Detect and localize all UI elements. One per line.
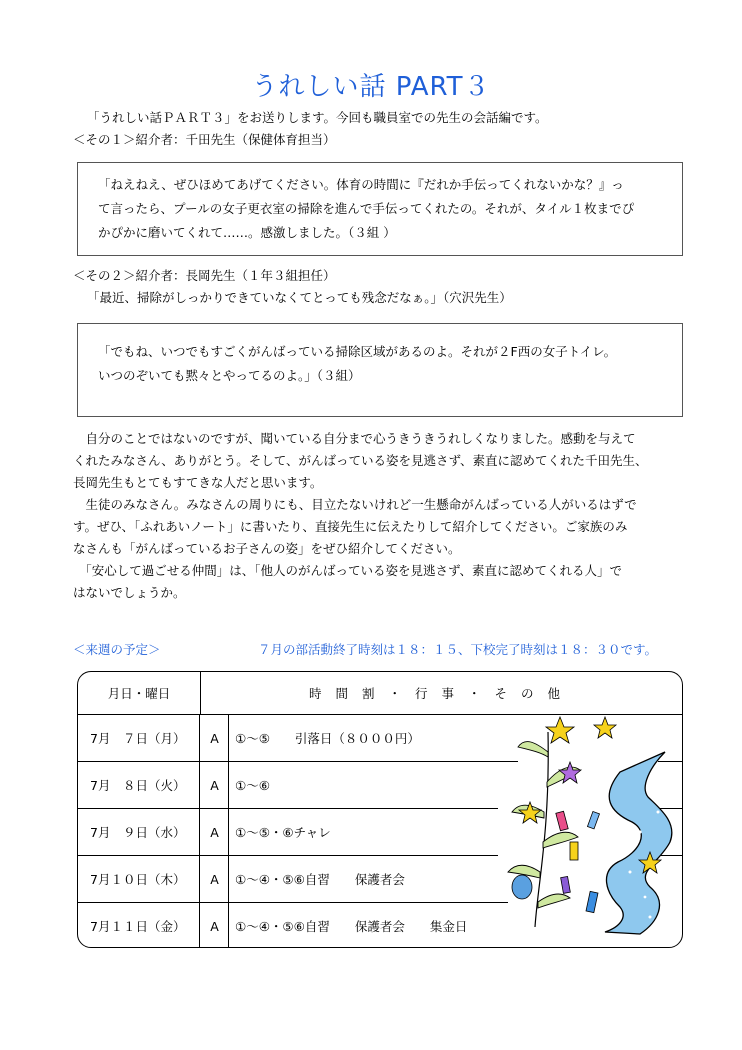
tanzaku-strip bbox=[561, 876, 571, 893]
row-date: 7月 ７日（月） bbox=[78, 715, 200, 761]
schedule-note: ７月の部活動終了時刻は１８：１５、下校完了時刻は１８：３０です。 bbox=[258, 642, 658, 657]
header-main: 時間割・行事・その他 bbox=[201, 672, 682, 715]
row-date: 7月１０日（木） bbox=[78, 856, 200, 902]
part2-quote-box bbox=[77, 323, 683, 417]
intro-text: 「うれしい話ＰＡＲＴ３」をお送りします。今回も職員室での先生の会話編です。 bbox=[87, 110, 548, 125]
row-date: 7月 ９日（水） bbox=[78, 809, 200, 855]
row-type: A bbox=[201, 856, 229, 902]
tanzaku-strip bbox=[586, 891, 598, 912]
row-events: ①～④・⑤⑥自習 保護者会 集金日 bbox=[235, 919, 468, 934]
part2-sub: 「最近、掃除がしっかりできていなくてとっても残念だなぁ。」（穴沢先生） bbox=[87, 290, 512, 305]
body-line: 長岡先生もとてもすてきな人だと思います。 bbox=[73, 475, 323, 490]
row-events: ①～⑤ 引落日（８０００円） bbox=[235, 731, 420, 746]
body-text bbox=[73, 428, 648, 604]
row-events: ①～④・⑤⑥自習 保護者会 bbox=[235, 872, 405, 887]
tanzaku-strip bbox=[556, 811, 568, 830]
quote-line: かぴかに磨いてくれて……。感激しました。（３組 ） bbox=[98, 225, 396, 240]
body-line: くれたみなさん、ありがとう。そして、がんばっている姿を見逃さず、素直に認めてくれた千田先生、 bbox=[73, 453, 648, 468]
page-title: うれしい話 PART３ bbox=[251, 72, 491, 102]
row-type: A bbox=[201, 809, 229, 855]
part2-heading: ＜その２＞紹介者：長岡先生（１年３組担任） bbox=[73, 268, 336, 283]
river-shape bbox=[605, 752, 672, 934]
quote-line: 「でもね、いつでもすごくがんばっている掃除区域があるのよ。それが２F西の女子トイレ。 bbox=[98, 344, 617, 359]
tanabata-bamboo-illustration bbox=[500, 712, 680, 942]
quote-line: いつのぞいても黙々とやってるのよ。」（３組） bbox=[98, 368, 361, 383]
star-icon bbox=[594, 717, 616, 738]
body-line: はないでしょうか。 bbox=[73, 585, 186, 600]
star-icon bbox=[546, 717, 574, 743]
ornament-icon bbox=[512, 875, 532, 899]
row-type: A bbox=[201, 903, 229, 948]
tanzaku-strip bbox=[570, 842, 578, 860]
schedule-label: ＜来週の予定＞ bbox=[73, 642, 161, 657]
body-line: 自分のことではないのですが、聞いている自分まで心うきうきうれしくなりました。感動を与えて bbox=[73, 431, 636, 446]
row-type: A bbox=[201, 762, 229, 808]
row-date: 7月 ８日（火） bbox=[78, 762, 200, 808]
row-events: ①～⑤・⑥チャレ bbox=[235, 825, 331, 840]
part1-quote-box bbox=[77, 162, 683, 256]
body-line: 「安心して過ごせる仲間」は、「他人のがんばっている姿を見逃さず、素直に認めてくれる人」で bbox=[73, 563, 623, 578]
quote-line: て言ったら、プールの女子更衣室の掃除を進んで手伝ってくれたの。それが、タイル１枚までぴ bbox=[98, 201, 635, 216]
row-events: ①～⑥ bbox=[235, 778, 270, 793]
body-line: なさんも「がんばっているお子さんの姿」をぜひ紹介してください。 bbox=[73, 541, 461, 556]
part1-heading: ＜その１＞紹介者：千田先生（保健体育担当） bbox=[73, 132, 336, 147]
row-date: 7月１１日（金） bbox=[78, 903, 200, 948]
row-type: A bbox=[201, 715, 229, 761]
body-line: す。ぜひ、「ふれあいノート」に書いたり、直接先生に伝えたりして紹介してください。ご家族のみ bbox=[73, 519, 628, 534]
tanzaku-strip bbox=[587, 811, 599, 828]
header-date: 月日・曜日 bbox=[78, 672, 201, 715]
quote-line: 「ねえねえ、ぜひほめてあげてください。体育の時間に『だれか手伝ってくれないかな？』っ bbox=[98, 177, 624, 192]
body-line: 生徒のみなさん。みなさんの周りにも、目立たないけれど一生懸命がんばっている人がいるはずで bbox=[73, 497, 637, 512]
